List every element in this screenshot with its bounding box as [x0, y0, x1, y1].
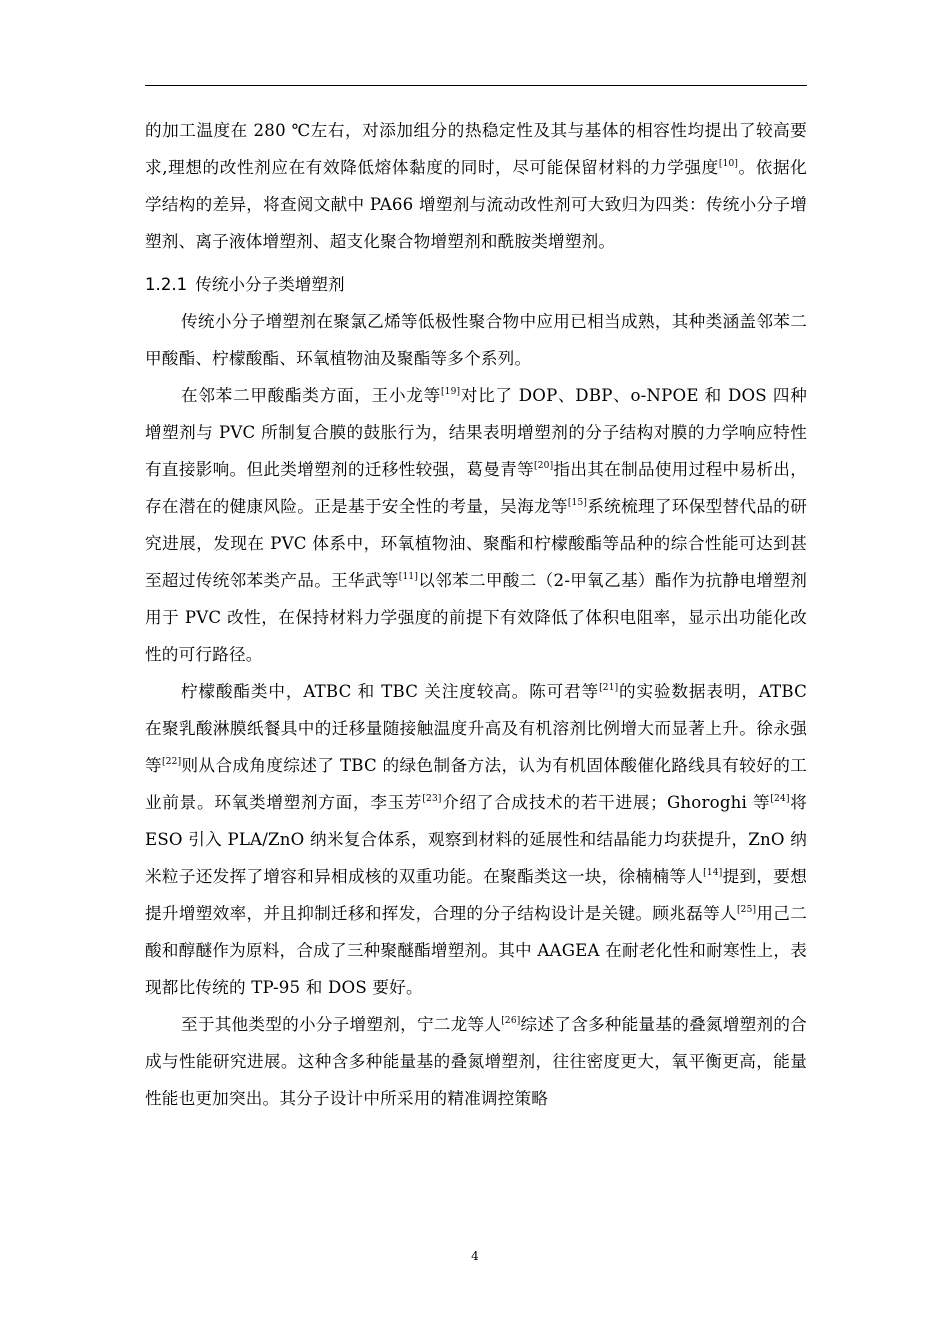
paragraph-intro — [145, 112, 807, 260]
header-rule — [145, 85, 807, 86]
text-run: 的加工温度在 280 ℃左右，对添加组分的热稳定性及其与基体的相容性均提出了较高要求,理想的改性剂应在有效降低熔体黏度的同时，尽可能保留材料的力学强度 — [145, 121, 807, 177]
text-run: 综述了含多种能量基的叠氮增塑剂的合成与性能研究进展。这种含多种能量基的叠氮增塑剂，往往密度更大，氧平衡更高，能量性能也更加突出。其分子设计中所采用的精准调控策略 — [145, 1015, 807, 1108]
text-run: 则从合成角度综述了 TBC 的绿色制备方法，认为有机固体酸催化路线具有较好的工业前景。环氧类增塑剂方面，李玉芳 — [145, 756, 807, 812]
page-number: 4 — [471, 1249, 479, 1263]
paragraph-1: 传统小分子增塑剂在聚氯乙烯等低极性聚合物中应用已相当成熟，其种类涵盖邻苯二甲酸酯、柠檬酸酯、环氧植物油及聚酯等多个系列。 — [145, 312, 807, 368]
text-run: 用己二酸和醇醚作为原料，合成了三种聚醚酯增塑剂。其中 AAGEA 在耐老化性和耐寒性上，表现都比传统的 TP-95 和 DOS 要好。 — [145, 904, 807, 997]
text-run: 对比了 DOP、DBP、o-NPOE 和 DOS 四种增塑剂与 PVC 所制复合膜的鼓胀行为，结果表明增塑剂的分子结构对膜的力学响应特性有直接影响。但此类增塑剂的迁移性较强，葛曼青等 — [145, 386, 807, 479]
citation-ref: [20] — [534, 461, 554, 471]
text-run: 至于其他类型的小分子增塑剂，宁二龙等人 — [181, 1015, 502, 1034]
document-body — [145, 112, 807, 1117]
text-run: 的实验数据表明，ATBC 在聚乳酸淋膜纸餐具中的迁移量随接触温度升高及有机溶剂比例增大而显著上升。徐永强等 — [145, 682, 807, 775]
section-number: 1.2.1 — [145, 275, 188, 294]
section-title: 传统小分子类增塑剂 — [195, 275, 345, 294]
text-run: 介绍了合成技术的若干进展；Ghoroghi 等 — [441, 793, 771, 812]
citation-ref: [26] — [501, 1016, 521, 1026]
text-run: 系统梳理了环保型替代品的研究进展，发现在 PVC 体系中，环氧植物油、聚酯和柠檬酸酯等品种的综合性能可达到甚至超过传统邻苯类产品。王华武等 — [145, 497, 807, 590]
paragraph-2 — [145, 377, 807, 673]
text-run: 柠檬酸酯类中，ATBC 和 TBC 关注度较高。陈可君等 — [181, 682, 600, 701]
text-run: 提到，要想提升增塑效率，并且抑制迁移和挥发，合理的分子结构设计是关键。顾兆磊等人 — [145, 867, 807, 923]
paragraph-4 — [145, 1006, 807, 1117]
text-run: 将 ESO 引入 PLA/ZnO 纳米复合体系，观察到材料的延展性和结晶能力均获提升，ZnO 纳米粒子还发挥了增容和异相成核的双重功能。在聚酯类这一块，徐楠楠等人 — [145, 793, 808, 886]
citation-ref: [25] — [736, 905, 757, 915]
text-run: 指出其在制品使用过程中易析出，存在潜在的健康风险。正是基于安全性的考量，吴海龙等 — [145, 460, 807, 516]
citation-ref: [22] — [162, 757, 182, 767]
text-run: 以邻苯二甲酸二（2-甲氧乙基）酯作为抗静电增塑剂用于 PVC 改性，在保持材料力学强度的前提下有效降低了体积电阻率，显示出功能化改性的可行路径。 — [145, 571, 807, 664]
citation-ref: [24] — [770, 794, 790, 804]
citation-ref: [21] — [599, 683, 619, 693]
section-heading — [145, 266, 807, 303]
citation-ref: [15] — [567, 498, 588, 508]
citation-ref: [11] — [398, 572, 419, 582]
citation-ref: [23] — [422, 794, 442, 804]
text-run: 。依据化学结构的差异，将查阅文献中 PA66 增塑剂与流动改性剂可大致归为四类：传统小分子增塑剂、离子液体增塑剂、超支化聚合物增塑剂和酰胺类增塑剂。 — [145, 158, 807, 251]
citation-ref: [14] — [703, 868, 723, 878]
citation-ref: [19] — [440, 387, 461, 397]
paragraph-3 — [145, 673, 807, 1006]
citation-ref: [10] — [718, 159, 739, 169]
text-run: 在邻苯二甲酸酯类方面，王小龙等 — [181, 386, 441, 405]
